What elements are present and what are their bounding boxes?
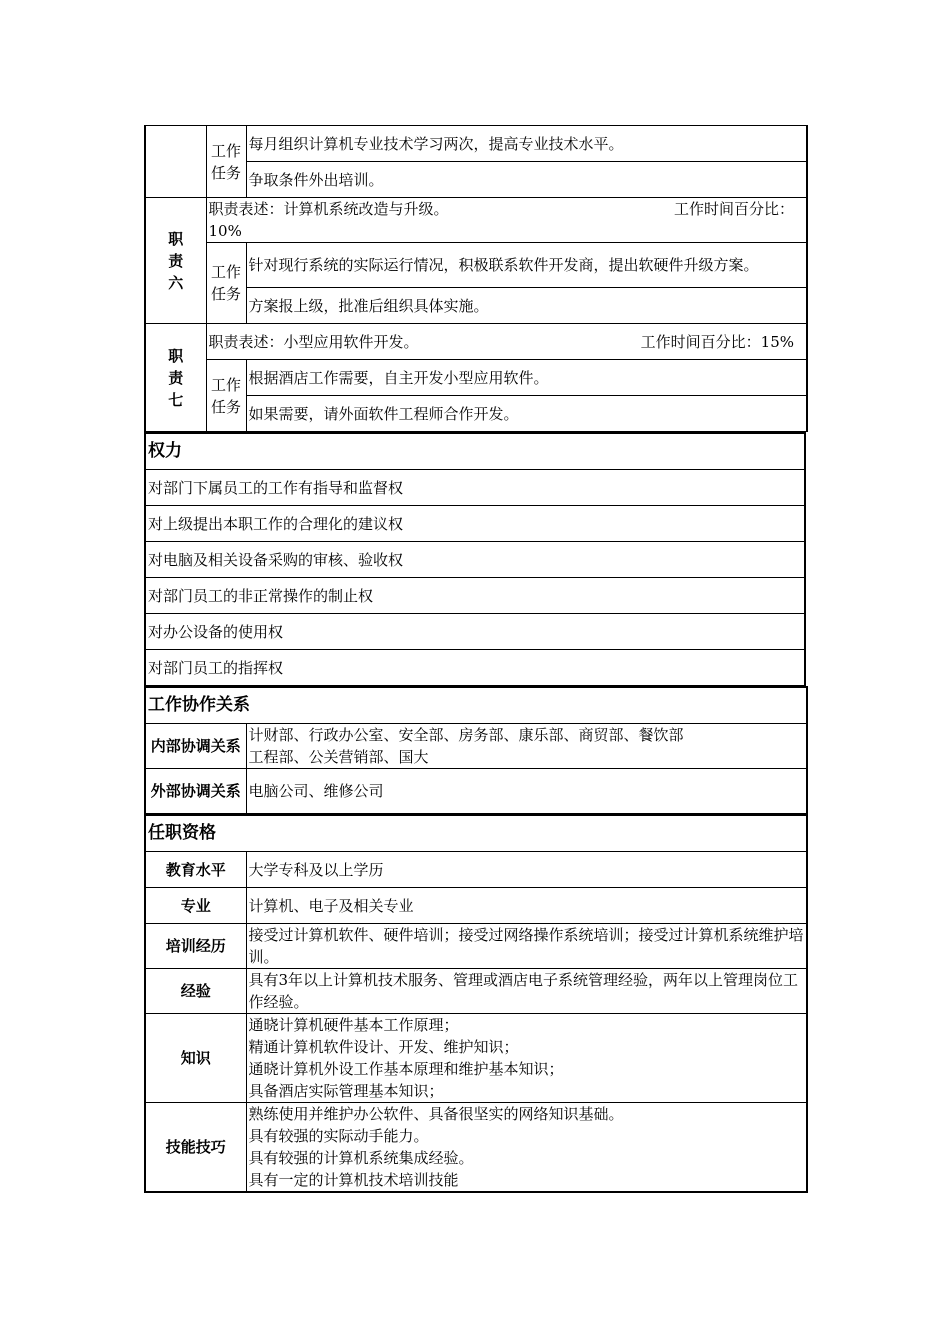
duty-six-description-text: 职责表述：计算机系统改造与升级。 bbox=[208, 200, 449, 218]
skills-row bbox=[145, 1103, 807, 1193]
duty-six-label bbox=[145, 198, 206, 324]
duty-seven-time: 工作时间百分比：15% bbox=[640, 332, 794, 351]
duty-six-description bbox=[206, 198, 807, 243]
knowledge-label: 知识 bbox=[145, 1014, 246, 1103]
power-item bbox=[145, 614, 805, 650]
cooperation-header-row bbox=[145, 687, 807, 724]
major-row bbox=[145, 888, 807, 924]
duty-five-task-label: 工作任务 bbox=[206, 126, 246, 198]
knowledge-line-3: 通晓计算机外设工作基本原理和维护基本知识； bbox=[248, 1060, 564, 1078]
training-row bbox=[145, 924, 807, 969]
powers-header-row bbox=[145, 433, 805, 470]
internal-coordination-value bbox=[246, 724, 807, 769]
power-item-4: 对部门员工的非正常操作的制止权 bbox=[145, 578, 805, 614]
skills-label: 技能技巧 bbox=[145, 1103, 246, 1193]
knowledge-line-4: 具备酒店实际管理基本知识； bbox=[248, 1082, 444, 1100]
duty-seven-task-1: 根据酒店工作需要，自主开发小型应用软件。 bbox=[246, 360, 807, 396]
skills-line-2: 具有较强的实际动手能力。 bbox=[248, 1127, 429, 1145]
external-coordination-row bbox=[145, 769, 807, 814]
cooperation-title: 工作协作关系 bbox=[145, 687, 807, 724]
power-item-1: 对部门下属员工的工作有指导和监督权 bbox=[145, 470, 805, 506]
power-item-5: 对办公设备的使用权 bbox=[145, 614, 805, 650]
duty-six-desc-row bbox=[145, 198, 807, 243]
skills-line-3: 具有较强的计算机系统集成经验。 bbox=[248, 1149, 474, 1167]
duty-seven-desc-row bbox=[145, 324, 807, 360]
skills-value bbox=[246, 1103, 807, 1193]
duty-seven-task-label: 工作任务 bbox=[206, 360, 246, 432]
education-row bbox=[145, 852, 807, 888]
cooperation-table bbox=[144, 686, 808, 814]
duty-five-task-2: 争取条件外出培训。 bbox=[246, 162, 807, 198]
internal-coordination-label: 内部协调关系 bbox=[145, 724, 246, 769]
internal-line-1: 计财部、行政办公室、安全部、房务部、康乐部、商贸部、餐饮部 bbox=[248, 726, 684, 744]
duty-six-task-1: 针对现行系统的实际运行情况，积极联系软件开发商，提出软硬件升级方案。 bbox=[246, 243, 807, 288]
duty-five-task-row-1 bbox=[145, 126, 807, 162]
duty-six-time-label: 工作时间百分比： bbox=[673, 200, 794, 218]
duty-six-label-text: 职责六 bbox=[168, 229, 184, 292]
duty-six-time-value: 10% bbox=[208, 222, 242, 240]
duty-seven-description bbox=[206, 324, 807, 360]
power-item bbox=[145, 542, 805, 578]
knowledge-value bbox=[246, 1014, 807, 1103]
knowledge-line-2: 精通计算机软件设计、开发、维护知识； bbox=[248, 1038, 519, 1056]
training-value: 接受过计算机软件、硬件培训；接受过网络操作系统培训；接受过计算机系统维护培训。 bbox=[246, 924, 807, 969]
qualifications-header-row bbox=[145, 815, 807, 852]
duties-table bbox=[144, 125, 808, 432]
power-item bbox=[145, 578, 805, 614]
major-label: 专业 bbox=[145, 888, 246, 924]
duty-seven-task-2: 如果需要，请外面软件工程师合作开发。 bbox=[246, 396, 807, 432]
power-item-2: 对上级提出本职工作的合理化的建议权 bbox=[145, 506, 805, 542]
experience-row bbox=[145, 969, 807, 1014]
duty-five-task-1: 每月组织计算机专业技术学习两次，提高专业技术水平。 bbox=[246, 126, 807, 162]
external-coordination-label: 外部协调关系 bbox=[145, 769, 246, 814]
experience-label: 经验 bbox=[145, 969, 246, 1014]
powers-table bbox=[144, 432, 806, 686]
power-item-6: 对部门员工的指挥权 bbox=[145, 650, 805, 686]
duty-seven-label-text: 职责七 bbox=[168, 346, 184, 409]
duty-seven-label bbox=[145, 324, 206, 432]
duty-seven-description-text: 职责表述：小型应用软件开发。 bbox=[208, 332, 419, 351]
major-value: 计算机、电子及相关专业 bbox=[246, 888, 807, 924]
internal-line-2: 工程部、公关营销部、国大 bbox=[248, 748, 429, 766]
external-coordination-value: 电脑公司、维修公司 bbox=[246, 769, 807, 814]
duty-seven-task-row-1 bbox=[145, 360, 807, 396]
duty-five-label-cell bbox=[145, 126, 206, 198]
power-item-3: 对电脑及相关设备采购的审核、验收权 bbox=[145, 542, 805, 578]
power-item bbox=[145, 506, 805, 542]
training-label: 培训经历 bbox=[145, 924, 246, 969]
education-value: 大学专科及以上学历 bbox=[246, 852, 807, 888]
job-description-table bbox=[144, 125, 806, 1193]
experience-value: 具有3年以上计算机技术服务、管理或酒店电子系统管理经验，两年以上管理岗位工作经验。 bbox=[246, 969, 807, 1014]
duty-six-task-2: 方案报上级，批准后组织具体实施。 bbox=[246, 288, 807, 324]
power-item bbox=[145, 470, 805, 506]
qualifications-title: 任职资格 bbox=[145, 815, 807, 852]
knowledge-row bbox=[145, 1014, 807, 1103]
education-label: 教育水平 bbox=[145, 852, 246, 888]
internal-coordination-row bbox=[145, 724, 807, 769]
qualifications-table bbox=[144, 814, 808, 1193]
powers-title: 权力 bbox=[145, 433, 805, 470]
skills-line-1: 熟练使用并维护办公软件、具备很坚实的网络知识基础。 bbox=[248, 1105, 624, 1123]
skills-line-4: 具有一定的计算机技术培训技能 bbox=[248, 1171, 459, 1189]
duty-six-task-row-1 bbox=[145, 243, 807, 288]
knowledge-line-1: 通晓计算机硬件基本工作原理； bbox=[248, 1016, 459, 1034]
power-item bbox=[145, 650, 805, 686]
duty-six-task-label: 工作任务 bbox=[206, 243, 246, 324]
